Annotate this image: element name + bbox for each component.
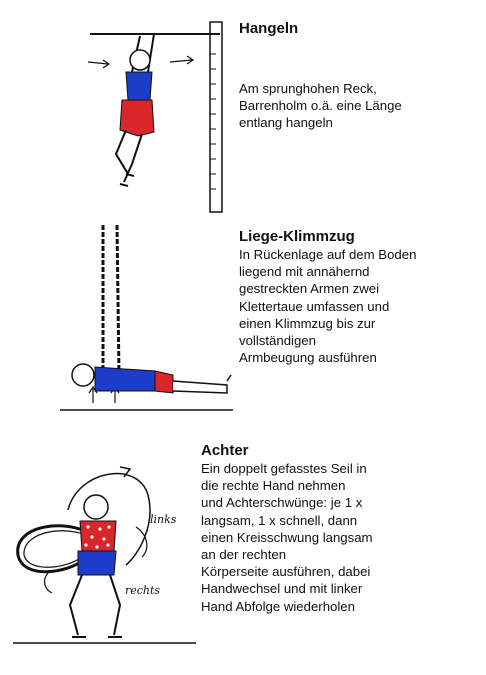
exercise-title: Liege-Klimmzug (239, 228, 355, 245)
exercise-title: Hangeln (239, 20, 299, 37)
label-right: rechts (125, 584, 161, 597)
exercise-description: In Rückenlage auf dem Boden liegend mit annähernd gestreckten Armen zwei Klettertaue umfassen und einen Klimmzug bis zur vollständigen Armbeugung ausführen (239, 247, 417, 366)
exercise-description: Ein doppelt gefasstes Seil in die rechte Hand nehmen und Achterschwünge: je 1 x langsam, 1 x schnell, dann einen Kreisschwung langsam an der rechten Körperseite ausführen, dabei Handwechsel und mit linker Hand Abfolge wiederholen (201, 461, 373, 614)
hangeln-illustration (70, 14, 230, 214)
label-left: links (150, 513, 177, 526)
exercise-description: Am sprunghohen Reck, Barrenholm o.ä. eine Länge entlang hangeln (239, 81, 402, 131)
achter-illustration (8, 455, 198, 650)
liege-klimmzug-illustration (55, 225, 235, 415)
exercise-title: Achter (201, 442, 249, 459)
